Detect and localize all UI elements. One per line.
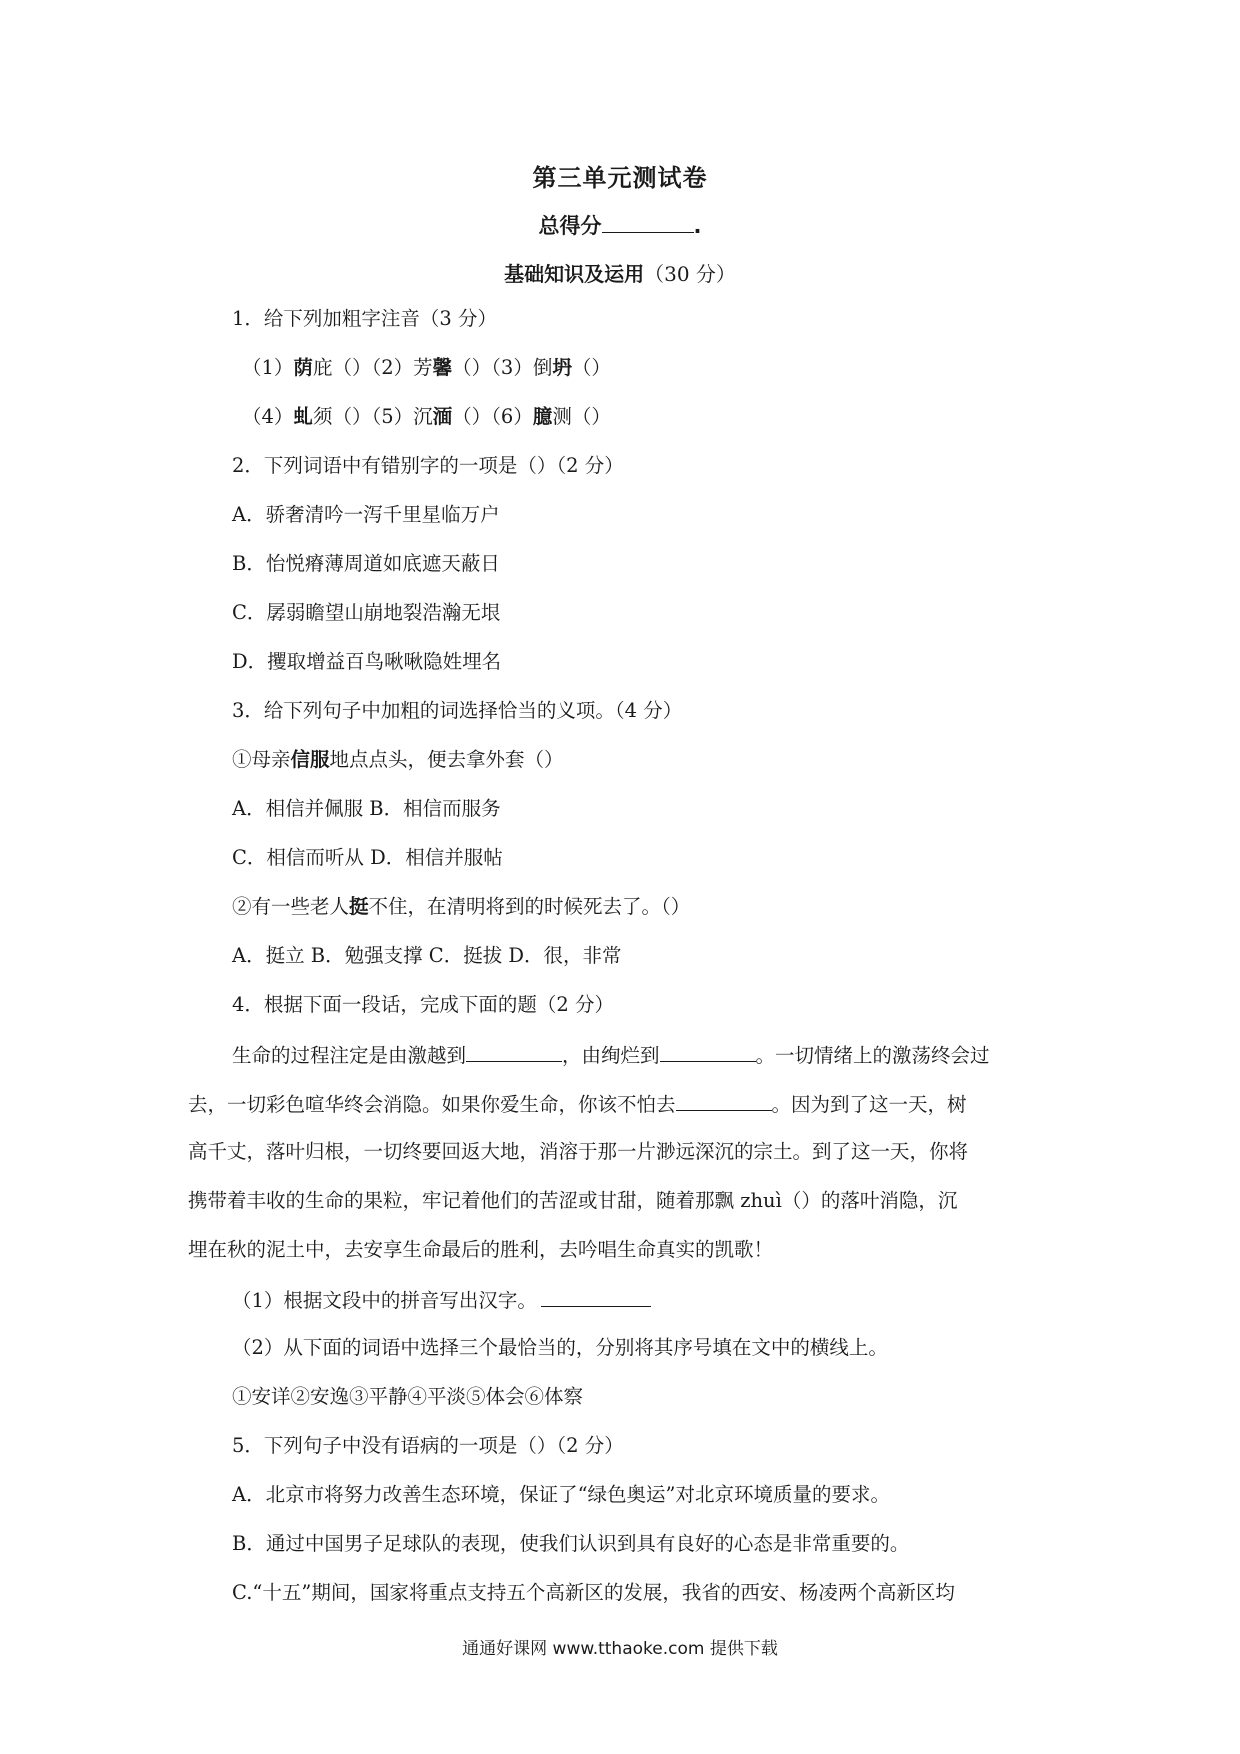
section-heading: [0, 258, 1240, 287]
q4-blank-2: [660, 1041, 756, 1062]
q3-s1-options-cd: C．相信而听从 D．相信并服帖: [232, 846, 503, 869]
q4-passage-line-4: 携带着丰收的生命的果粒，牢记着他们的苦涩或甘甜，随着那飘 zhuì（）的落叶消隐，沉: [188, 1189, 958, 1212]
q4-blank-1: [466, 1041, 562, 1062]
q4-passage-line-3: 高千丈，落叶归根，一切终要回返大地，消溶于那一片渺远深沉的宗土。到了这一天，你将: [188, 1140, 969, 1163]
page-footer: 通通好课网 www.tthaoke.com 提供下载: [462, 1639, 778, 1659]
q5-stem: 5．下列句子中没有语病的一项是（）（2 分）: [232, 1434, 624, 1457]
score-suffix: .: [693, 214, 702, 238]
q2-stem: 2．下列词语中有错别字的一项是（）（2 分）: [232, 454, 624, 477]
q4-sub1-blank: [541, 1286, 651, 1307]
q4-blank-3: [676, 1090, 772, 1111]
q4-passage-line-5: 埋在秋的泥土中，去安享生命最后的胜利，去吟唱生命真实的凯歌！: [188, 1238, 774, 1261]
q2-option-c: C．孱弱瞻望山崩地裂浩瀚无垠: [232, 601, 501, 624]
q4-sub-1: （1）根据文段中的拼音写出汉字。: [232, 1286, 651, 1314]
q4-word-choices: ①安详②安逸③平静④平淡⑤体会⑥体察: [232, 1385, 584, 1408]
score-label: 总得分: [538, 214, 602, 238]
page-title: 第三单元测试卷: [532, 164, 708, 192]
q2-option-d: D．攫取增益百鸟啾啾隐姓埋名: [232, 650, 502, 673]
section-points: （30 分）: [644, 262, 736, 286]
q1-stem: 1．给下列加粗字注音（3 分）: [232, 307, 498, 330]
total-score-line: [0, 210, 1240, 240]
q3-sentence-2: ②有一些老人挺不住，在清明将到的时候死去了。（）: [232, 895, 691, 918]
q1-row-1: （1）荫庇（）（2）芳馨（）（3）倒坍（）: [242, 356, 611, 379]
q5-option-b: B．通过中国男子足球队的表现，使我们认识到具有良好的心态是非常重要的。: [232, 1532, 910, 1555]
q5-option-a: A．北京市将努力改善生态环境，保证了“绿色奥运”对北京环境质量的要求。: [232, 1483, 891, 1506]
q4-sub-2: （2）从下面的词语中选择三个最恰当的，分别将其序号填在文中的横线上。: [232, 1336, 888, 1359]
section-title: 基础知识及运用: [504, 262, 645, 286]
q2-option-a: A．骄奢清吟一泻千里星临万户: [232, 503, 500, 526]
q3-stem: 3．给下列句子中加粗的词选择恰当的义项。（4 分）: [232, 699, 683, 722]
q3-sentence-1: ①母亲信服地点点头，便去拿外套（）: [232, 748, 564, 771]
q4-passage-line-1: 生命的过程注定是由激越到 ，由绚烂到 。一切情绪上的激荡终会过: [232, 1041, 990, 1069]
q3-s2-options: A．挺立 B．勉强支撑 C．挺拔 D．很，非常: [232, 944, 622, 967]
q4-stem: 4．根据下面一段话，完成下面的题（2 分）: [232, 993, 615, 1016]
q2-option-b: B．怡悦瘠薄周道如底遮天蔽日: [232, 552, 500, 575]
q4-passage-line-2: 去，一切彩色喧华终会消隐。如果你爱生命，你该不怕去 。因为到了这一天，树: [188, 1090, 967, 1118]
q1-row-2: （4）虬须（）（5）沉湎（）（6）臆测（）: [242, 405, 611, 428]
q5-option-c: C.“十五”期间，国家将重点支持五个高新区的发展，我省的西安、杨凌两个高新区均: [232, 1581, 955, 1604]
score-blank: [602, 212, 694, 233]
q3-s1-options-ab: A．相信并佩服 B．相信而服务: [232, 797, 501, 820]
